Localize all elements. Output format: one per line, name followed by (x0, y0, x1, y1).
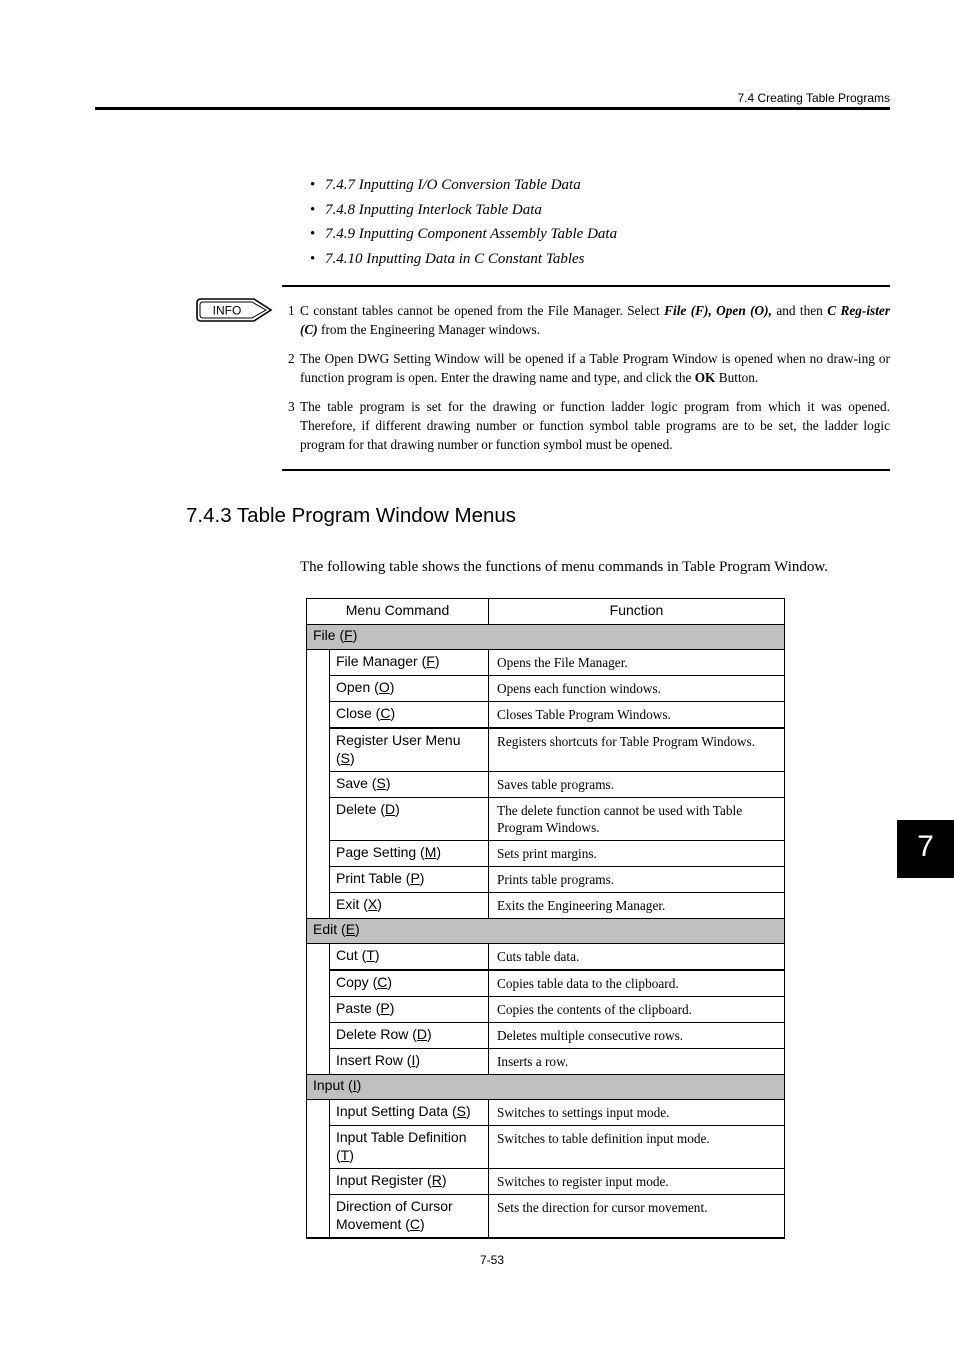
note-text: The table program is set for the drawing or function ladder logic program from which it was opened. Therefore, if different drawing number or function symbol table programs are to be set, the ladder logic program for that drawing number or function symbol must be opened. (300, 399, 890, 452)
menu-command: Print Table (P) (330, 867, 489, 893)
table-row (307, 1023, 785, 1049)
menu-command: Input Setting Data (S) (330, 1100, 489, 1126)
table-row (307, 798, 785, 841)
table-row (307, 650, 785, 676)
access-key: I (352, 1077, 357, 1093)
table-row (307, 1100, 785, 1126)
menu-command: Direction of Cursor Movement (C) (330, 1195, 489, 1239)
menu-command: Cut (T) (330, 944, 489, 971)
menu-function: Sets print margins. (489, 841, 785, 867)
table-row (307, 970, 785, 997)
menu-function: Sets the direction for cursor movement. (489, 1195, 785, 1239)
related-sections-list (310, 175, 617, 273)
menu-function: Copies the contents of the clipboard. (489, 997, 785, 1023)
table-row (307, 728, 785, 772)
info-note (288, 397, 890, 454)
menu-command: Copy (C) (330, 970, 489, 997)
header-rule (95, 107, 890, 110)
table-row (307, 997, 785, 1023)
table-row (307, 1126, 785, 1169)
table-row (307, 944, 785, 971)
intro-paragraph: The following table shows the functions of menu commands in Table Program Window. (300, 559, 828, 575)
note-number: 1 (288, 303, 295, 318)
table-row (307, 676, 785, 702)
menu-group-edit: Edit (E) (307, 919, 785, 944)
page-number: 7-53 (480, 1253, 505, 1267)
menu-function: Copies table data to the clipboard. (489, 970, 785, 997)
menu-function: Inserts a row. (489, 1049, 785, 1075)
table-header-row (307, 599, 785, 625)
menu-function: Opens the File Manager. (489, 650, 785, 676)
list-item[interactable] (310, 200, 617, 225)
menu-command: Close (C) (330, 702, 489, 729)
menu-command: Register User Menu (S) (330, 728, 489, 772)
table-row (307, 772, 785, 798)
menu-function: Switches to table definition input mode. (489, 1126, 785, 1169)
menu-commands-table (306, 598, 785, 1239)
menu-command: Exit (X) (330, 893, 489, 919)
access-key: F (344, 627, 353, 643)
bullet-icon: • (310, 201, 316, 218)
bullet-icon: • (310, 250, 316, 267)
info-rule-top (282, 285, 890, 287)
info-icon-label: INFO (212, 303, 242, 318)
menu-group-input: Input (I) (307, 1075, 785, 1100)
column-header-function: Function (489, 599, 785, 625)
chapter-tab[interactable]: 7 (897, 820, 954, 878)
menu-command: Save (S) (330, 772, 489, 798)
info-note (288, 349, 890, 387)
note-number: 3 (288, 399, 295, 414)
info-note (288, 301, 890, 339)
menu-function: Switches to register input mode. (489, 1169, 785, 1195)
menu-command: Input Table Definition (T) (330, 1126, 489, 1169)
table-row (307, 893, 785, 919)
access-key: E (345, 921, 356, 937)
bullet-icon: • (310, 226, 316, 243)
list-item[interactable] (310, 175, 617, 200)
menu-function: Prints table programs. (489, 867, 785, 893)
table-row (307, 1169, 785, 1195)
list-item-link[interactable]: 7.4.10 Inputting Data in C Constant Tables (325, 250, 585, 267)
table-row (307, 702, 785, 729)
table-row (307, 1195, 785, 1239)
menu-function: Registers shortcuts for Table Program Windows. (489, 728, 785, 772)
info-rule-bottom (282, 469, 890, 471)
menu-command: Open (O) (330, 676, 489, 702)
running-header: 7.4 Creating Table Programs (737, 91, 890, 105)
note-text: The Open DWG Setting Window will be opened if a Table Program Window is opened when no draw-ing or function program is open. Enter the drawing name and type, and click the OK Button. (300, 351, 890, 385)
menu-command: Delete (D) (330, 798, 489, 841)
bullet-icon: • (310, 177, 316, 193)
list-item-link[interactable]: 7.4.7 Inputting I/O Conversion Table Data (325, 177, 581, 193)
menu-group-file: File (F) (307, 625, 785, 650)
menu-function: The delete function cannot be used with Table Program Windows. (489, 798, 785, 841)
menu-function: Closes Table Program Windows. (489, 702, 785, 729)
menu-command: File Manager (F) (330, 650, 489, 676)
menu-command: Delete Row (D) (330, 1023, 489, 1049)
menu-function: Opens each function windows. (489, 676, 785, 702)
list-item[interactable] (310, 249, 617, 274)
table-row (307, 867, 785, 893)
menu-function: Deletes multiple consecutive rows. (489, 1023, 785, 1049)
info-notes (288, 301, 890, 464)
table-row (307, 841, 785, 867)
list-item-link[interactable]: 7.4.9 Inputting Component Assembly Table Data (325, 226, 618, 243)
list-item-link[interactable]: 7.4.8 Inputting Interlock Table Data (325, 201, 542, 218)
column-header-command: Menu Command (307, 599, 489, 625)
list-item[interactable] (310, 224, 617, 249)
menu-command: Page Setting (M) (330, 841, 489, 867)
menu-function: Exits the Engineering Manager. (489, 893, 785, 919)
menu-command: Input Register (R) (330, 1169, 489, 1195)
table-row (307, 1049, 785, 1075)
note-number: 2 (288, 351, 295, 366)
menu-command: Paste (P) (330, 997, 489, 1023)
menu-function: Cuts table data. (489, 944, 785, 971)
section-heading: 7.4.3 Table Program Window Menus (186, 504, 517, 527)
menu-function: Saves table programs. (489, 772, 785, 798)
menu-function: Switches to settings input mode. (489, 1100, 785, 1126)
info-icon (196, 296, 274, 324)
note-text: C constant tables cannot be opened from the File Manager. Select File (F), Open (O), and then C Reg-ister (C) from the Engineering Manager windows. (300, 303, 890, 337)
menu-command: Insert Row (I) (330, 1049, 489, 1075)
